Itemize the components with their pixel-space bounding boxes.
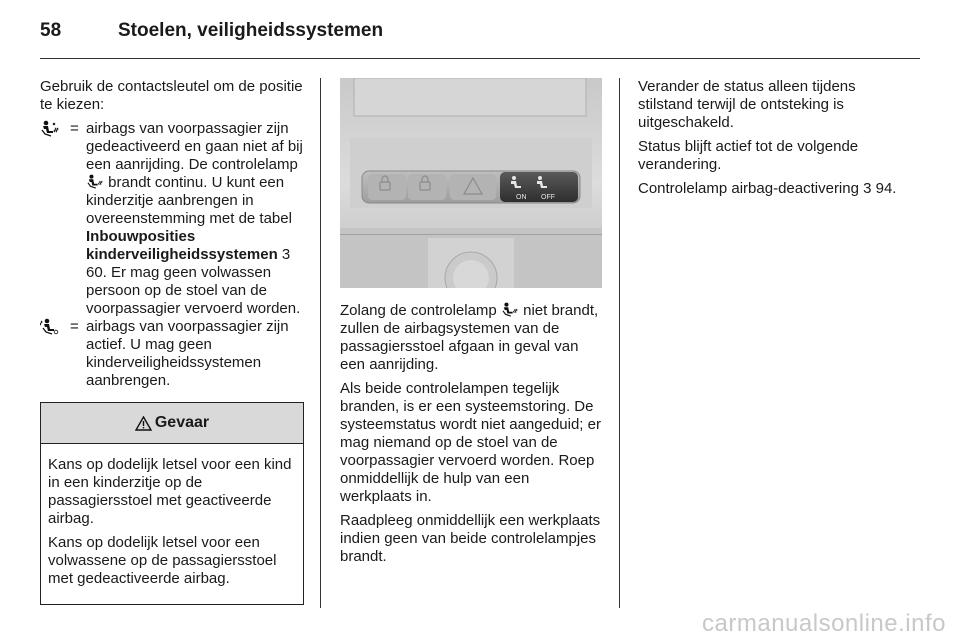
column-middle: ON OFF Zolang de controlelamp niet brandt, zullen de airbagsystemen van de passagiersstoel afgaan in geval van een aanrijding. Als beide controlelampen tegelijk branden, is er een systeemstoring. De systeemstatus wordt niet aangeduid; er mag niemand op de stoel van de voorpassagier vervoerd worden. Roep onmiddellijk de hulp van een werkplaats in. Raadpleeg onmiddellijk een werkplaats indien geen van beide controlelampjes brandt. bbox=[340, 78, 602, 572]
dashboard-photo bbox=[340, 78, 602, 288]
column-divider-2 bbox=[619, 78, 620, 608]
airbag-off-icon bbox=[501, 302, 519, 317]
column-right bbox=[638, 78, 910, 204]
off-label: OFF bbox=[541, 194, 555, 201]
table-reference: Inbouwposities kinderveiligheidssystemen bbox=[86, 228, 278, 263]
page-number: 58 bbox=[40, 20, 62, 41]
warning-header bbox=[41, 403, 303, 444]
warning-box bbox=[40, 402, 304, 605]
airbag-off-icon bbox=[86, 174, 104, 189]
watermark: carmanualsonline.info bbox=[702, 610, 946, 637]
definition-airbag-on: = airbags van voorpassagier zijn actief. U mag geen kinderveiligheidssystemen aanbrengen. bbox=[40, 318, 304, 390]
airbag-indicator-panel-illustration bbox=[340, 78, 602, 288]
column-divider-1 bbox=[320, 78, 321, 608]
workshop-text: Raadpleeg onmiddellijk een werkplaats indien geen van beide controlelampjes brandt. bbox=[340, 512, 601, 565]
malfunction-text: Als beide controlelampen tegelijk branden, is er een systeemstoring. De systeemstatus wordt niet aangeduid; er mag niemand op de stoel van de voorpassagier vervoerd worden. Roep onmiddellijk de hulp van een werkplaats in. bbox=[340, 380, 601, 505]
intro-text: Gebruik de contactsleutel om de positie te kiezen: bbox=[40, 78, 303, 113]
airbag-off-icon bbox=[40, 120, 60, 137]
status-change-text: Verander de status alleen tijdens stilstand terwijl de ontsteking is uitgeschakeld. bbox=[638, 78, 856, 131]
page-header bbox=[40, 20, 920, 59]
page-title: Stoelen, veiligheidssystemen bbox=[118, 20, 384, 41]
indicator-reference: Controlelamp airbag-deactivering 3 94. bbox=[638, 180, 897, 197]
on-label: ON bbox=[516, 194, 527, 201]
warning-title: Gevaar bbox=[154, 414, 210, 431]
warning-text-1: Kans op dodelijk letsel voor een kind in een kinderzitje op de passagiersstoel met geactiveerde airbag. bbox=[48, 456, 292, 527]
column-left bbox=[40, 78, 304, 605]
warning-triangle-icon bbox=[135, 416, 152, 431]
definition-airbag-off: = airbags van voorpassagier zijn gedeactiveerd en gaan niet af bij een aanrijding. De controlelamp brandt continu. U kunt een kinderzitje aanbrengen in overeenstemming met de tabel Inbouwposities kinderveiligheidssystemen 3 60. Er mag geen volwassen persoon op de stoel van de voorpassagier vervoerd worden. bbox=[40, 120, 304, 318]
airbag-on-icon bbox=[40, 318, 60, 335]
warning-text-2: Kans op dodelijk letsel voor een volwassene op de passagiersstoel met gedeactiveerde airbag. bbox=[48, 534, 277, 587]
status-persist-text: Status blijft actief tot de volgende verandering. bbox=[638, 138, 859, 173]
